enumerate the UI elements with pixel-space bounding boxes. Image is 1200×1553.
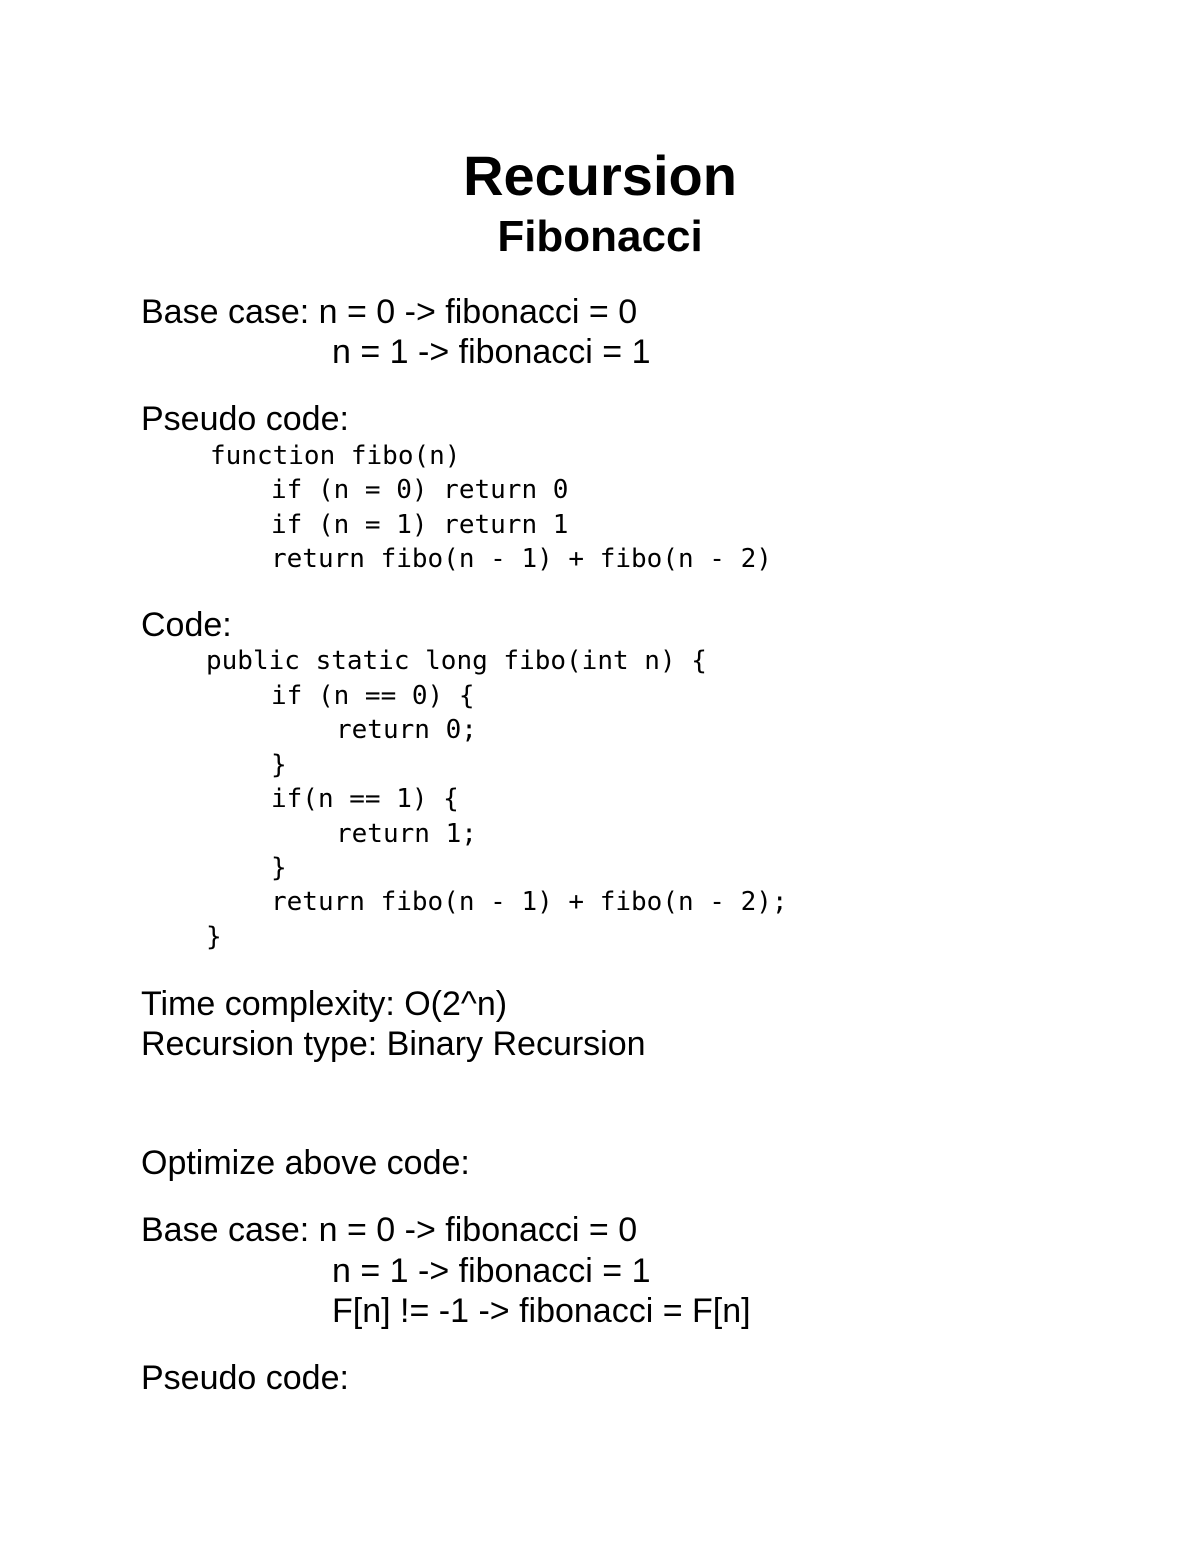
- base-case-line-1: Base case: n = 0 -> fibonacci = 0: [141, 293, 638, 331]
- code-line: }: [206, 922, 222, 952]
- code-line: return 0;: [336, 715, 477, 745]
- pseudo-code-line: if (n = 1) return 1: [271, 510, 569, 540]
- pseudo-code-line: if (n = 0) return 0: [271, 475, 569, 505]
- opt-base-case-line-1: Base case: n = 0 -> fibonacci = 0: [141, 1211, 638, 1249]
- opt-base-case-line-3: F[n] != -1 -> fibonacci = F[n]: [332, 1292, 751, 1330]
- code-line: }: [271, 750, 287, 780]
- pseudo-code-label: Pseudo code:: [141, 400, 349, 438]
- time-complexity: Time complexity: O(2^n): [141, 985, 508, 1023]
- page-subtitle: Fibonacci: [497, 212, 703, 261]
- page-title: Recursion: [463, 144, 737, 207]
- code-line: }: [271, 853, 287, 883]
- pseudo-code-line: return fibo(n - 1) + fibo(n - 2): [271, 544, 772, 574]
- recursion-type: Recursion type: Binary Recursion: [141, 1025, 646, 1063]
- code-line: return 1;: [336, 819, 477, 849]
- code-line: public static long fibo(int n) {: [206, 646, 707, 676]
- code-line: return fibo(n - 1) + fibo(n - 2);: [271, 887, 788, 917]
- opt-pseudo-code-label: Pseudo code:: [141, 1359, 349, 1397]
- optimize-heading: Optimize above code:: [141, 1144, 470, 1182]
- pseudo-code-line: function fibo(n): [210, 441, 461, 471]
- code-line: if (n == 0) {: [271, 681, 475, 711]
- base-case-line-2: n = 1 -> fibonacci = 1: [332, 333, 651, 371]
- code-line: if(n == 1) {: [271, 784, 459, 814]
- opt-base-case-line-2: n = 1 -> fibonacci = 1: [332, 1252, 651, 1290]
- code-label: Code:: [141, 606, 232, 644]
